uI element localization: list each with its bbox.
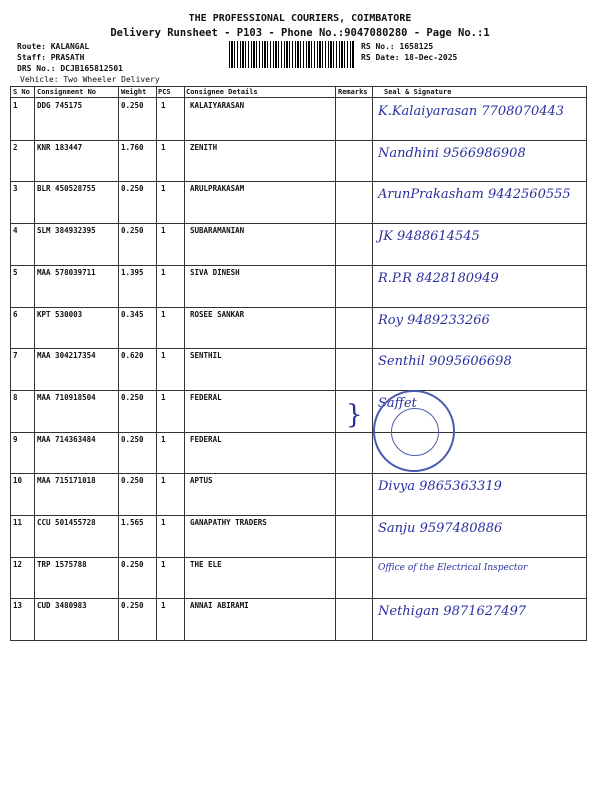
cell-pcs: 1 — [161, 184, 166, 194]
rs-number: RS No.: 1658125 — [361, 42, 434, 51]
cell-cn: MAA 715171018 — [37, 476, 96, 486]
cell-consignee: ROSEE SANKAR — [190, 309, 245, 319]
drs-label: DRS No.: DCJB165812501 — [17, 64, 123, 73]
row-divider — [10, 348, 586, 349]
cell-consignee: GANAPATHY TRADERS — [190, 518, 267, 527]
cell-sno: 12 — [13, 559, 23, 569]
cell-cn: MAA 578039711 — [37, 267, 96, 277]
cell-pcs: 1 — [161, 559, 166, 569]
cell-sno: 3 — [13, 184, 18, 194]
cell-consignee: FEDERAL — [190, 392, 222, 402]
cell-sno: 7 — [13, 351, 18, 361]
cell-consignee: FEDERAL — [190, 434, 222, 444]
cell-consignee: APTUS — [190, 476, 213, 486]
cell-consignee: KALAIYARASAN — [190, 101, 245, 110]
handwritten-signature: Sanju 9597480886 — [378, 521, 503, 536]
row-divider — [10, 140, 586, 141]
cell-consignee: SENTHIL — [190, 351, 222, 361]
col-remarks: Remarks — [338, 88, 368, 96]
cell-cn: MAA 710918504 — [37, 392, 96, 402]
col-consignee: Consignee Details — [186, 88, 258, 96]
row-divider — [10, 265, 586, 266]
cell-sno: 8 — [13, 392, 18, 402]
row-divider — [10, 223, 586, 224]
col-consignment: Consignment No — [37, 88, 97, 96]
cell-pcs: 1 — [161, 309, 166, 319]
runsheet-subtitle: Delivery Runsheet - P103 - Phone No.:9047080280 - Page No.:1 — [110, 27, 490, 39]
cell-weight: 0.620 — [121, 351, 144, 361]
cell-sno: 13 — [13, 601, 23, 611]
row-divider — [10, 515, 586, 516]
cell-sno: 4 — [13, 226, 18, 236]
cell-sno: 10 — [13, 476, 23, 486]
staff-label: Staff: PRASATH — [17, 53, 85, 62]
cell-pcs: 1 — [161, 601, 166, 611]
cell-pcs: 1 — [161, 101, 166, 110]
handwritten-signature: R.P.R 8428180949 — [378, 270, 499, 286]
col-pcs: PCS — [158, 88, 171, 96]
company-title: THE PROFESSIONAL COURIERS, COIMBATORE — [188, 13, 412, 24]
cell-consignee: ZENITH — [190, 142, 218, 152]
cell-cn: MAA 304217354 — [37, 351, 96, 361]
route-label: Route: KALANGAL — [17, 42, 90, 51]
cell-cn: KNR 183447 — [37, 142, 83, 152]
courier-stamp — [373, 390, 455, 472]
cell-cn: DDG 745175 — [37, 101, 83, 110]
handwritten-signature: Nandhini 9566986908 — [378, 145, 526, 161]
cell-consignee: ARULPRAKASAM — [190, 184, 245, 194]
cell-pcs: 1 — [161, 226, 166, 236]
cell-sno: 9 — [13, 434, 18, 444]
handwritten-signature: Saffet — [378, 395, 417, 411]
cell-sno: 11 — [13, 518, 23, 527]
handwritten-signature: Roy 9489233266 — [378, 312, 490, 328]
cell-cn: CCU 501455728 — [37, 518, 96, 527]
vehicle-label: Vehicle: Two Wheeler Delivery — [20, 75, 160, 84]
handwritten-signature: JK 9488614545 — [378, 229, 480, 245]
cell-cn: SLM 384932395 — [37, 226, 96, 236]
cell-weight: 0.250 — [121, 392, 144, 402]
col-sno: S No — [13, 88, 30, 96]
row-divider — [10, 598, 586, 599]
cell-weight: 0.250 — [121, 476, 144, 486]
cell-consignee: SUBARAMANIAN — [190, 226, 245, 236]
handwritten-signature: Nethigan 9871627497 — [378, 604, 527, 620]
cell-sno: 5 — [13, 267, 18, 277]
cell-pcs: 1 — [161, 392, 166, 402]
cell-consignee: ANNAI ABIRAMI — [190, 601, 249, 611]
cell-weight: 0.345 — [121, 309, 144, 319]
row-divider — [10, 432, 586, 433]
cell-consignee: THE ELE — [190, 559, 222, 569]
col-weight: Weight — [121, 88, 147, 96]
cell-pcs: 1 — [161, 267, 166, 277]
cell-weight: 0.250 — [121, 601, 144, 611]
cell-sno: 2 — [13, 142, 18, 152]
cell-weight: 0.250 — [121, 101, 144, 110]
cell-cn: KPT 530003 — [37, 309, 83, 319]
cell-cn: CUD 3480983 — [37, 601, 87, 611]
handwritten-signature: Divya 9865363319 — [378, 479, 502, 495]
row-divider — [10, 181, 586, 182]
cell-consignee: SIVA DINESH — [190, 267, 240, 277]
cell-weight: 0.250 — [121, 434, 144, 444]
cell-sno: 6 — [13, 309, 18, 319]
cell-cn: MAA 714363484 — [37, 434, 96, 444]
cell-pcs: 1 — [161, 142, 166, 152]
row-divider — [10, 473, 586, 474]
handwritten-signature: ArunPrakasham 9442560555 — [378, 187, 571, 203]
handwritten-signature: Senthil 9095606698 — [378, 354, 512, 370]
cell-weight: 1.395 — [121, 267, 144, 277]
cell-pcs: 1 — [161, 518, 166, 527]
row-divider — [10, 557, 586, 558]
cell-weight: 0.250 — [121, 559, 144, 569]
remarks-mark: } — [346, 400, 363, 430]
cell-pcs: 1 — [161, 476, 166, 486]
rs-date: RS Date: 18-Dec-2025 — [361, 53, 458, 62]
row-divider — [10, 307, 586, 308]
cell-weight: 0.250 — [121, 226, 144, 236]
cell-cn: BLR 450528755 — [37, 184, 96, 194]
cell-weight: 0.250 — [121, 184, 144, 194]
handwritten-signature: K.Kalaiyarasan 7708070443 — [378, 104, 565, 119]
cell-pcs: 1 — [161, 351, 166, 361]
row-divider — [10, 390, 586, 391]
cell-weight: 1.565 — [121, 518, 144, 527]
cell-weight: 1.760 — [121, 142, 144, 152]
col-signature: Seal & Signature — [384, 88, 452, 96]
handwritten-signature: Office of the Electrical Inspector — [378, 562, 528, 573]
cell-pcs: 1 — [161, 434, 166, 444]
cell-sno: 1 — [13, 101, 18, 110]
cell-cn: TRP 1575788 — [37, 559, 87, 569]
row-divider — [10, 640, 586, 641]
barcode — [229, 41, 355, 68]
